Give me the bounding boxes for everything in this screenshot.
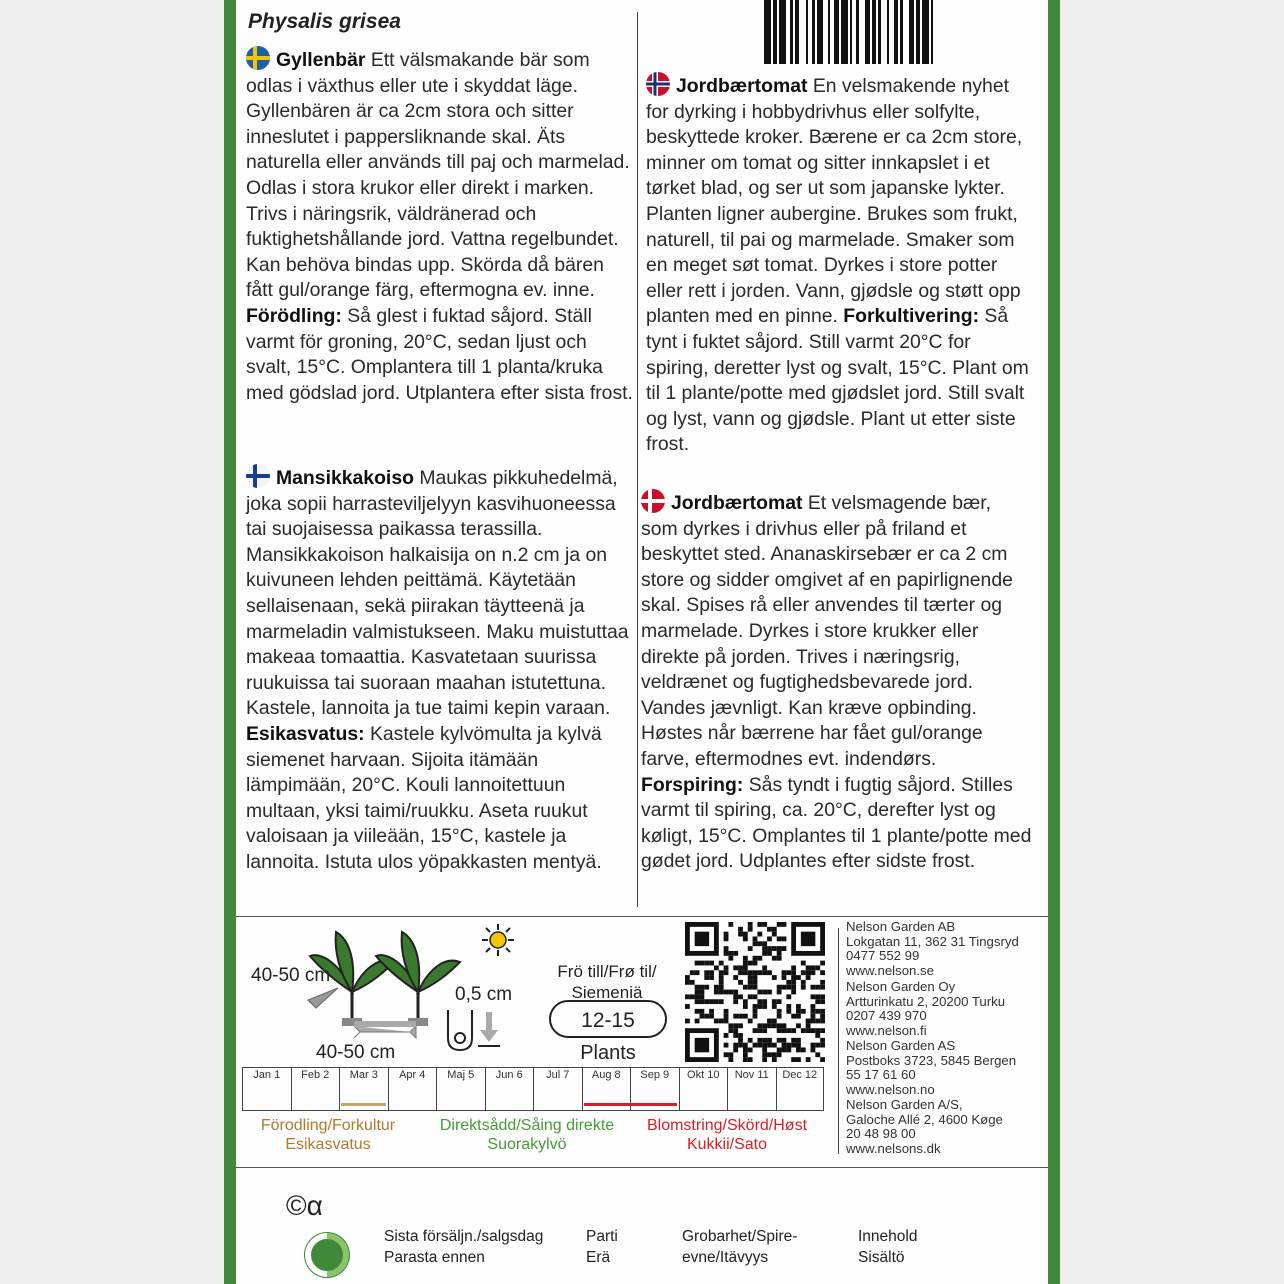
section-title: Mansikkakoiso <box>276 467 414 489</box>
month-cell: Nov 11 <box>727 1067 776 1111</box>
address-finland: Nelson Garden Oy Artturinkatu 2, 20200 Turku 0207 439 970 www.nelson.fi <box>846 979 1006 1038</box>
contents-label: Innehold Sisältö <box>858 1228 918 1266</box>
denmark-flag-icon <box>641 489 665 513</box>
qr-code-icon <box>685 922 825 1062</box>
section-finnish <box>246 464 636 876</box>
section-divider <box>236 916 1048 917</box>
month-cell: Apr 4 <box>388 1067 437 1111</box>
section-body: Sås tyndt i fugtig såjord. Stilles varmt til spiring, ca. 20°C, derefter lyst og køligt, 15°C. Omplantes til 1 plante/potte med gødet jord. Udplantes efter sidste frost. <box>641 773 1032 873</box>
sowing-depth: 0,5 cm <box>455 984 513 1005</box>
section-label: Esikasvatus: <box>246 722 365 745</box>
calendar-bar-flowering_harvest <box>584 1103 677 1106</box>
plant-spacing: 40-50 cm <box>316 1042 396 1063</box>
sowing-calendar <box>242 1067 824 1111</box>
month-cell: Jun 6 <box>485 1067 534 1111</box>
section-body: Så tynt i fuktet såjord. Still varmt 20°C for spiring, deretter lyst og svalt, 15°C. Plant om til 1 plante/potte med gjødslet jord. Still svalt og lyst, vann og gjødsle. Plant ut etter siste frost. <box>646 305 1029 456</box>
section-body: Ett välsmakande bär som odlas i växthus eller ute i skyddat läge. Gyllenbären är ca 2cm stora och sitter inneslutet i pappersliknande skal. Äts naturella eller används till paj och marmelad. Odlas i stora krukor eller direkt i marken. Trivs i näringsrik, väldränerad och fuktighetshållande jord. Vattna regelbundet. Kan behöva bindas upp. Skörda då bären fått gul/orange färg, eftermogna ev. inne. <box>246 49 630 302</box>
section-body: Kastele kylvömulta ja kylvä siemenet harvaan. Sijoita itämään lämpimään, 20°C. Kouli lannoitettuun multaan, yksi taimi/ruukku. Aseta ruukut valoisaan ja viileään, 15°C, kastele ja lannoita. Istuta ulos yöpakkasten mentyä. <box>246 722 602 873</box>
species-name: Physalis grisea <box>248 10 401 33</box>
plants-label: Plants <box>580 1042 636 1064</box>
address-denmark: Nelson Garden A/S, Galoche Allé 2, 4600 Køge 20 48 98 00 www.nelsons.dk <box>846 1097 1003 1156</box>
legend-sowing <box>248 1116 408 1154</box>
column-divider <box>637 12 638 907</box>
plants-count: 12-15 <box>549 1000 667 1038</box>
footer-divider <box>236 1167 1048 1168</box>
lot-label: Parti Erä <box>586 1228 618 1266</box>
section-label: Förödling: <box>246 304 342 327</box>
legend-harvest <box>636 1116 818 1154</box>
legend-line: Förodling/Forkultur <box>260 1117 396 1134</box>
month-cell: Okt 10 <box>679 1067 728 1111</box>
legend-line: Blomstring/Skörd/Høst <box>646 1117 808 1134</box>
legend-line: Suorakylvö <box>487 1136 567 1153</box>
month-cell: Jul 7 <box>533 1067 582 1111</box>
seeds-for-label: Frö till/Frø til/ Siemeniä <box>557 962 657 1002</box>
best-before-label: Sista försäljn./salgsdag Parasta ennen <box>384 1228 544 1266</box>
address-norway: Nelson Garden AS Postboks 3723, 5845 Bergen 55 17 61 60 www.nelson.no <box>846 1038 1017 1097</box>
legend-line: Kukkii/Sato <box>686 1136 768 1153</box>
plant-height: 40-50 cm <box>251 965 331 986</box>
section-body: Maukas pikkuhedelmä, joka sopii harrasteviljelyyn kasvihuoneessa tai suojaisessa paikassa terassilla. Mansikkakoison halkaisija on n.2 cm ja on kuivuneen lehden peittämä. Käytetään sellaisenaan, sekä piirakan täytteenä ja marmeladin valmistukseen. Maku muistuttaa makeaa tomaattia. Kasvatetaan suurissa ruukuissa tai suoraan maahan istutettuna. Kastele, lannoita ja tue taimi kepin varaan. <box>246 467 629 720</box>
norway-flag-icon <box>646 72 670 96</box>
section-norwegian <box>646 72 1034 458</box>
barcode-icon <box>764 0 1046 64</box>
month-cell: Jan 1 <box>242 1067 291 1111</box>
sowing-depth-icon <box>444 1008 504 1054</box>
calendar-bar-sowing <box>341 1103 386 1106</box>
alpha-symbol: ©α <box>286 1190 323 1221</box>
month-cell: Aug 8 <box>582 1067 631 1111</box>
section-title: Gyllenbär <box>276 49 366 71</box>
section-label: Forkultivering: <box>843 305 980 328</box>
address-divider <box>838 928 839 1154</box>
month-cell: Mar 3 <box>339 1067 388 1111</box>
sun-icon <box>480 922 516 958</box>
legend-direct-sowing <box>426 1116 628 1154</box>
legend-line: Direktsådd/Såing direkte <box>439 1117 615 1134</box>
sweden-flag-icon <box>246 46 270 70</box>
month-cell: Maj 5 <box>436 1067 485 1111</box>
month-cell: Dec 12 <box>776 1067 825 1111</box>
section-swedish <box>246 46 634 406</box>
section-body: En velsmakende nyhet for dyrking i hobbydrivhus eller solfylte, beskyttede kroker. Bærene er ca 2cm store, minner om tomat og sitter innkapslet i et tørket blad, og ser ut som japanske lykter. Planten ligner aubergine. Brukes som frukt, naturell, til pai og marmelade. Smaker som en meget søt tomat. Dyrkes i store potter eller rett i jorden. Vann, gjødsle og støtt opp planten med en pinne. <box>646 75 1023 328</box>
section-title: Jordbærtomat <box>671 492 803 514</box>
left-green-stripe <box>224 0 236 1284</box>
germination-label: Grobarhet/Spire- evne/Itävyys <box>682 1228 798 1266</box>
green-dot-recycle-icon <box>302 1230 352 1280</box>
section-title: Jordbærtomat <box>676 75 808 97</box>
address-sweden: Nelson Garden AB Lokgatan 11, 362 31 Tingsryd 0477 552 99 www.nelson.se <box>846 919 1019 978</box>
month-cell: Feb 2 <box>291 1067 340 1111</box>
legend-line: Esikasvatus <box>285 1136 371 1153</box>
month-cell: Sep 9 <box>630 1067 679 1111</box>
section-danish <box>641 489 1033 875</box>
section-label: Forspiring: <box>641 773 744 796</box>
finland-flag-icon <box>246 464 270 488</box>
section-body: Så glest i fuktad såjord. Ställ varmt för groning, 20°C, sedan ljust och svalt, 15°C. Omplantera till 1 planta/kruka med gödslad jord. Utplantera efter sista frost. <box>246 304 633 404</box>
section-body: Et velsmagende bær, som dyrkes i drivhus eller på friland et beskyttet sted. Ananaskirsebær er ca 2 cm store og sidder omgivet af en papirlignende skal. Spises rå eller anvendes til tærter og marmelade. Dyrkes i store krukker eller direkte på jorden. Trives i næringsrig, veldrænet og fugtighedsbevarede jord. Vandes jævnligt. Kan kræve opbinding. Høstes når bærrene har fået gul/orange farve, eftermodnes evt. indendørs. <box>641 492 1013 770</box>
